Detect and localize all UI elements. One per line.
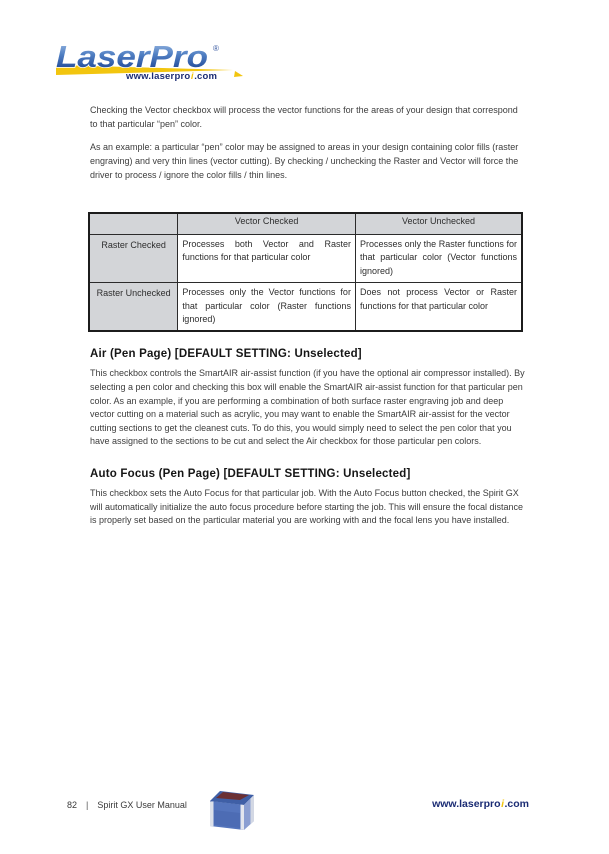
row-label-raster-unchecked: Raster Unchecked xyxy=(89,283,178,332)
section-body-auto-focus: This checkbox sets the Auto Focus for that particular job. With the Auto Focus button checked, the Spirit GX will automatically initialize the auto focus procedure before starting the job. This will ensure the focal distance is properly set based on the particular material you are working with and the focal lens you have installed. xyxy=(90,488,524,526)
footer-url-suffix: .com xyxy=(504,798,529,810)
table-header-vector-checked: Vector Checked xyxy=(178,213,356,235)
logo-brand-text: LaserPro xyxy=(56,39,208,74)
footer-url xyxy=(419,798,529,810)
page-number: 82 xyxy=(67,800,78,810)
page-content xyxy=(90,103,526,528)
table-row-raster-checked xyxy=(89,235,522,283)
logo-url-prefix: www.laserpro xyxy=(126,71,191,82)
cell-raster-unchecked-vector-unchecked: Does not process Vector or Raster functions for that particular color xyxy=(355,283,522,332)
cell-raster-checked-vector-unchecked: Processes only the Raster functions for that particular color (Vector functions ignored) xyxy=(355,235,522,283)
section-body-air: This checkbox controls the SmartAIR air-assist function (if you have the optional air compressor installed). By selecting a pen color and checking this box will enable the SmartAIR air-assist function for that particular pen color. As an example, if you are performing a combination of both surface raster engraving job and deep vector cutting on a material such as acrylic, you may want to enable the SmartAIR air-assist for the vector cutting sections to get the cleanest cuts. To do this, you would simply need to select the pen color that you have assigned to the sections to be cut and select the Air checkbox for those particular pen colors. xyxy=(90,368,525,447)
section-auto-focus xyxy=(90,468,526,528)
footer-url-accent: i xyxy=(501,798,504,810)
section-air xyxy=(90,348,526,449)
laser-machine-image xyxy=(206,786,258,833)
logo-registered-mark: ® xyxy=(213,44,219,53)
logo-url xyxy=(126,71,217,82)
manual-title: Spirit GX User Manual xyxy=(97,800,187,810)
section-heading-auto-focus: Auto Focus (Pen Page) [DEFAULT SETTING: Unselected] xyxy=(90,468,411,480)
table-header-vector-unchecked: Vector Unchecked xyxy=(355,213,522,235)
footer-divider: | xyxy=(86,800,89,810)
row-label-raster-checked: Raster Checked xyxy=(89,235,178,283)
logo-url-suffix: .com xyxy=(194,71,218,82)
intro-paragraph-2: As an example: a particular “pen” color may be assigned to areas in your design containing color fills (raster engraving) and very thin lines (vector cutting). By checking / unchecking the Raster and Vector will force the driver to process / ignore the color fills / thin lines. xyxy=(90,142,519,180)
table-row-raster-unchecked xyxy=(89,283,522,332)
section-heading-air: Air (Pen Page) [DEFAULT SETTING: Unselected] xyxy=(90,348,362,361)
logo-swoosh-tick xyxy=(234,71,243,77)
logo-url-accent: i xyxy=(190,71,194,82)
laserpro-logo xyxy=(55,34,247,88)
footer-left xyxy=(67,800,187,810)
cell-raster-unchecked-vector-checked: Processes only the Vector functions for that particular color (Raster functions ignored) xyxy=(178,283,356,332)
table-corner-cell xyxy=(89,213,178,235)
raster-vector-matrix-table xyxy=(88,212,523,332)
intro-paragraph-1: Checking the Vector checkbox will process the vector functions for the areas of your design that correspond to that particular “pen” color. xyxy=(90,105,518,129)
cell-raster-checked-vector-checked: Processes both Vector and Raster functions for that particular color xyxy=(178,235,356,283)
footer-url-prefix: www.laserpro xyxy=(432,798,501,810)
table-header-row xyxy=(89,213,522,235)
